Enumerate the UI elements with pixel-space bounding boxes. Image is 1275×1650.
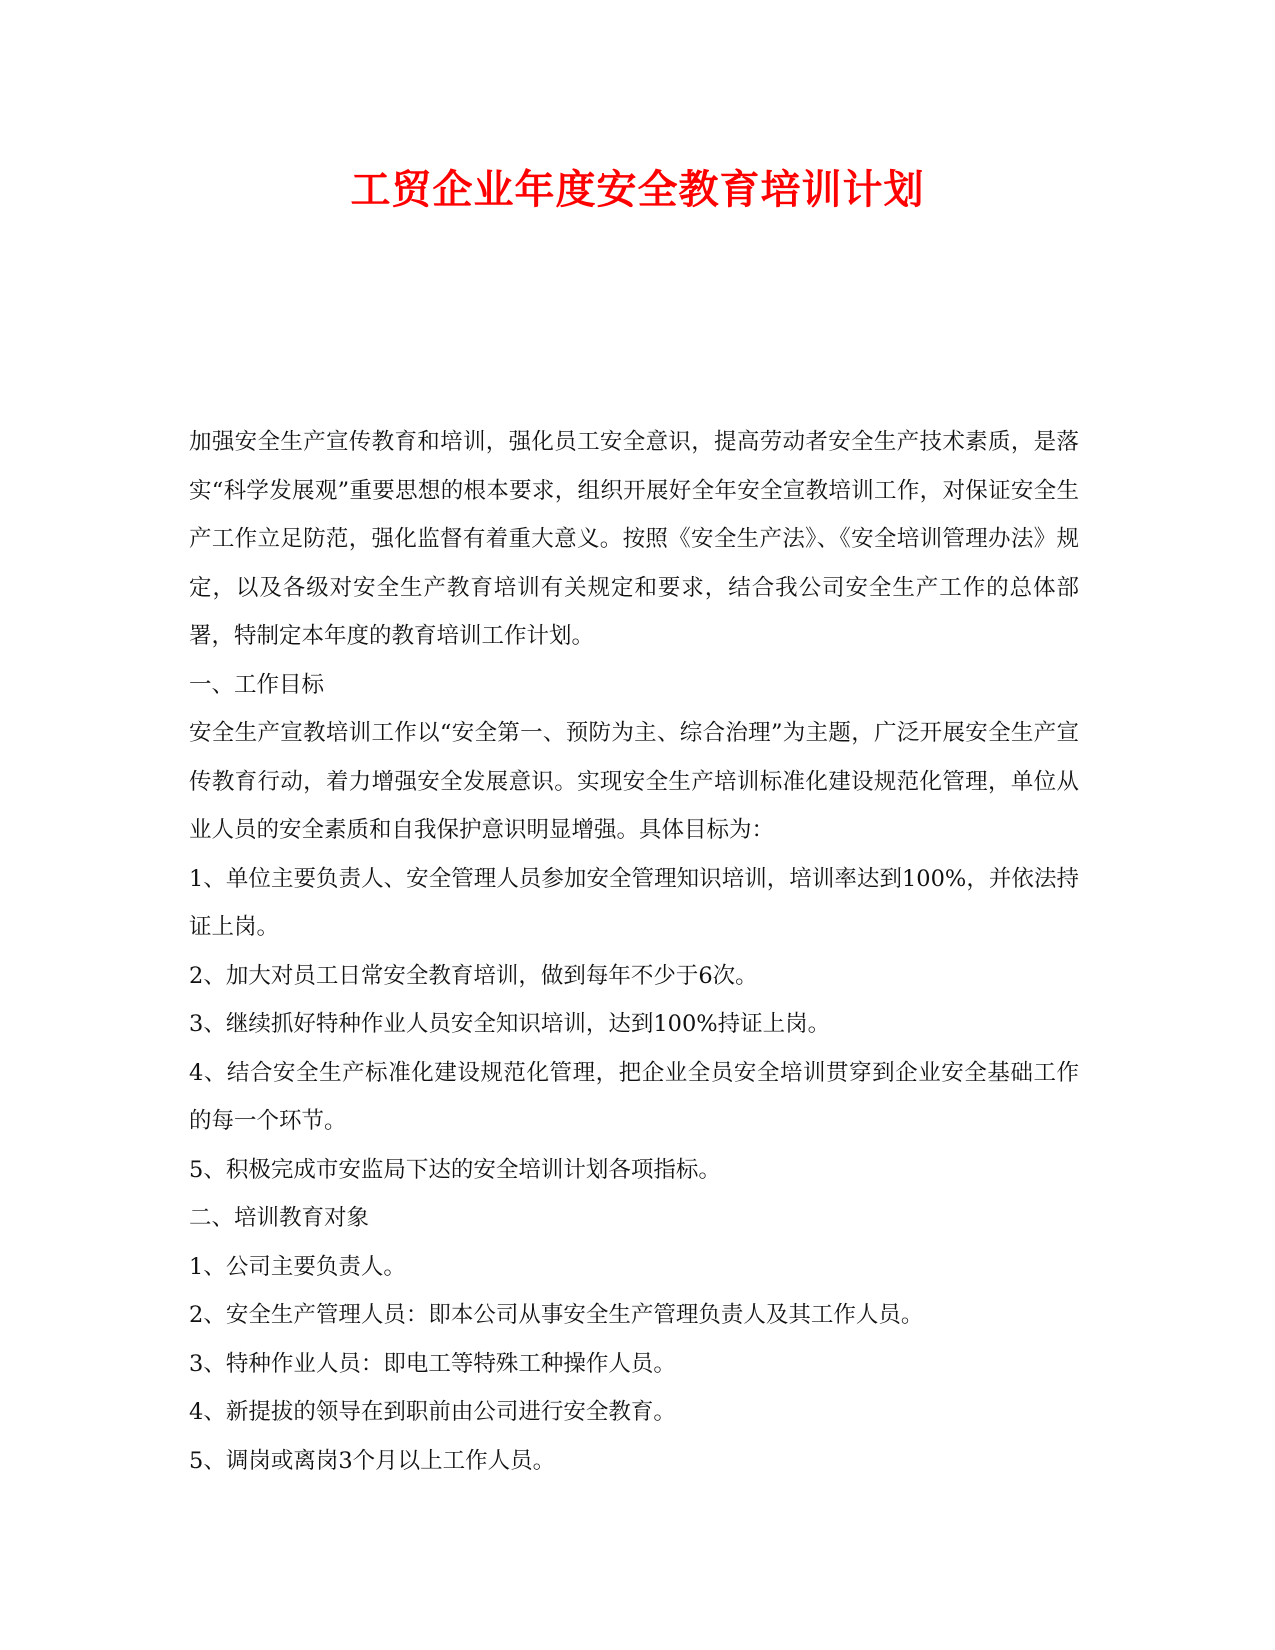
intro-paragraph: 加强安全生产宣传教育和培训，强化员工安全意识，提高劳动者安全生产技术素质，是落实“科学发展观”重要思想的根本要求，组织开展好全年安全宣教培训工作，对保证安全生产工作立足防范，强化监督有着重大意义。按照《安全生产法》、《安全培训管理办法》规定，以及各级对安全生产教育培训有关规定和要求，结合我公司安全生产工作的总体部署，特制定本年度的教育培训工作计划。	[189, 429, 1079, 649]
goal-item: 1、单位主要负责人、安全管理人员参加安全管理知识培训，培训率达到100%，并依法持证上岗。	[189, 865, 1079, 940]
section-heading-trainees: 二、培训教育对象	[189, 1205, 370, 1231]
goals-paragraph: 安全生产宣教培训工作以“安全第一、预防为主、综合治理”为主题，广泛开展安全生产宣传教育行动，着力增强安全发展意识。实现安全生产培训标准化建设规范化管理，单位从业人员的安全素质和自我保护意识明显增强。具体目标为：	[189, 720, 1079, 843]
section-heading-goals: 一、工作目标	[189, 671, 325, 698]
trainee-item: 2、安全生产管理人员：即本公司从事安全生产管理负责人及其工作人员。	[189, 1302, 924, 1328]
goal-item: 2、加大对员工日常安全教育培训，做到每年不少于6次。	[189, 962, 758, 989]
document-title: 工贸企业年度安全教育培训计划	[350, 166, 925, 213]
trainee-item: 1、公司主要负责人。	[189, 1253, 406, 1280]
trainee-item: 3、特种作业人员：即电工等特殊工种操作人员。	[189, 1350, 676, 1377]
trainee-item: 4、新提拔的领导在到职前由公司进行安全教育。	[189, 1399, 676, 1425]
trainee-item: 5、调岗或离岗3个月以上工作人员。	[189, 1447, 556, 1474]
goal-item: 3、继续抓好特种作业人员安全知识培训，达到100%持证上岗。	[189, 1011, 831, 1037]
goal-item: 4、结合安全生产标准化建设规范化管理，把企业全员安全培训贯穿到企业安全基础工作的每一个环节。	[189, 1059, 1079, 1134]
goal-item: 5、积极完成市安监局下达的安全培训计划各项指标。	[189, 1156, 721, 1183]
document-body	[189, 418, 1079, 1485]
